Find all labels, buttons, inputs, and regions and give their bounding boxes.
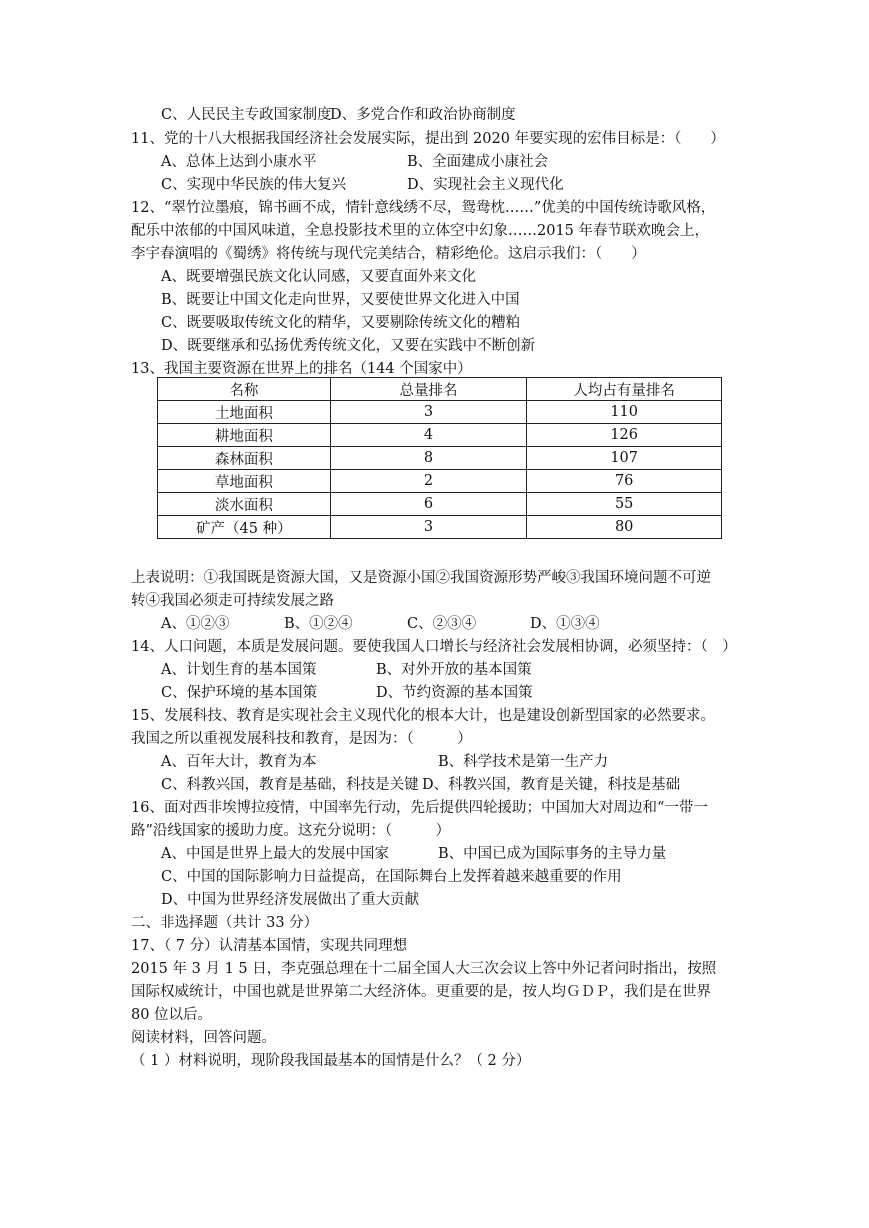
q12-stem-line3: 李宇春演唱的《蜀绣》将传统与现代完美结合，精彩绝伦。这启示我们：（ ）: [131, 246, 646, 262]
q11-option-b: B、全面建成小康社会: [407, 154, 549, 170]
q12-option-d: D、既要继承和弘扬优秀传统文化，又要在实践中不断创新: [161, 338, 536, 354]
table-row: [158, 493, 722, 516]
q12-option-c: C、既要吸取传统文化的精华，又要剔除传统文化的糟粕: [161, 315, 521, 331]
q13-option-d: D、①③④: [530, 616, 600, 632]
table-cell: 2: [330, 470, 527, 493]
q15-option-a: A、百年大计，教育为本: [161, 754, 317, 770]
table-row: [158, 401, 722, 424]
table-cell: 76: [527, 470, 722, 493]
table-cell: 矿产（45 种）: [158, 516, 331, 539]
q13-option-c: C、②③④: [407, 616, 477, 632]
q10-option-c: C、人民民主专政国家制度: [161, 107, 332, 123]
table-cell: 110: [527, 401, 722, 424]
table-row: [158, 516, 722, 539]
q17-stem: 17、（ 7 分）认清基本国情，实现共同理想: [131, 938, 408, 954]
q17-instruction: 阅读材料，回答问题。: [131, 1030, 276, 1046]
q11-option-c: C、实现中华民族的伟大复兴: [161, 177, 347, 193]
q15-option-c: C、科教兴国，教育是基础，科技是关键: [161, 777, 419, 793]
q16-option-c: C、中国的国际影响力日益提高，在国际舞台上发挥着越来越重要的作用: [161, 869, 622, 885]
table-cell: 草地面积: [158, 470, 331, 493]
table-cell: 耕地面积: [158, 424, 331, 447]
section-heading: 二、非选择题（共计 33 分）: [131, 915, 319, 931]
q11-option-d: D、实现社会主义现代化: [407, 177, 564, 193]
q17-material-line2: 国际权威统计，中国也就是世界第二大经济体。更重要的是，按人均ＧＤＰ，我们是在世界: [131, 984, 711, 1000]
q15-stem-line2: 我国之所以重视发展科技和教育，是因为：（ ）: [131, 731, 472, 747]
q15-option-b: B、科学技术是第一生产力: [438, 754, 609, 770]
q12-option-a: A、既要增强民族文化认同感，又要直面外来文化: [161, 269, 476, 285]
q15-stem-line1: 15、发展科技、教育是实现社会主义现代化的根本大计，也是建设创新型国家的必然要求。: [131, 708, 715, 724]
q15-option-d: D、科教兴国，教育是关键，科技是基础: [422, 777, 681, 793]
q14-stem: 14、人口问题，本质是发展问题。要使我国人口增长与经济社会发展相协调，必须坚持：（ ）: [131, 639, 737, 655]
q12-stem-line2: 配乐中浓郁的中国风味道，全息投影技术里的立体空中幻象……2015 年春节联欢晚会上，: [131, 223, 710, 239]
table-row: [158, 424, 722, 447]
q13-explain-line1: 上表说明：①我国既是资源大国，又是资源小国②我国资源形势严峻③我国环境问题不可逆: [131, 570, 711, 586]
q17-subquestion-1: （ 1 ）材料说明，现阶段我国最基本的国情是什么？（ 2 分）: [131, 1053, 531, 1069]
q17-material-line1: 2015 年 3 月 1 5 日，李克强总理在十二届全国人大三次会议上答中外记者问时指出，按照: [131, 961, 717, 977]
table-cell: 55: [527, 493, 722, 516]
q16-option-d: D、中国为世界经济发展做出了重大贡献: [161, 892, 420, 908]
table-cell: 80: [527, 516, 722, 539]
table-cell: 3: [330, 516, 527, 539]
table-cell: 森林面积: [158, 447, 331, 470]
header-name: 名称: [158, 378, 331, 401]
table-cell: 3: [330, 401, 527, 424]
q13-explain-line2: 转④我国必须走可持续发展之路: [131, 593, 334, 609]
q14-option-b: B、对外开放的基本国策: [376, 662, 532, 678]
q16-stem-line1: 16、面对西非埃博拉疫情，中国率先行动，先后提供四轮援助；中国加大对周边和“一带一: [131, 800, 708, 816]
q17-material-line3: 80 位以后。: [131, 1007, 213, 1023]
q14-option-c: C、保护环境的基本国策: [161, 685, 318, 701]
table-cell: 107: [527, 447, 722, 470]
q16-option-a: A、中国是世界上最大的发展中国家: [161, 846, 389, 862]
table-cell: 6: [330, 493, 527, 516]
q16-option-b: B、中国已成为国际事务的主导力量: [438, 846, 667, 862]
q13-option-a: A、①②③: [161, 616, 230, 632]
q10-option-d: D、多党合作和政治协商制度: [330, 107, 516, 123]
q14-option-a: A、计划生育的基本国策: [161, 662, 317, 678]
q14-option-d: D、节约资源的基本国策: [376, 685, 533, 701]
q12-option-b: B、既要让中国文化走向世界，又要使世界文化进入中国: [161, 292, 520, 308]
table-cell: 8: [330, 447, 527, 470]
q11-option-a: A、总体上达到小康水平: [161, 154, 317, 170]
q16-stem-line2: 路”沿线国家的援助力度。这充分说明：（ ）: [131, 823, 451, 839]
q13-option-b: B、①②④: [284, 616, 353, 632]
header-per-capita-rank: 人均占有量排名: [527, 378, 722, 401]
q13-stem: 13、我国主要资源在世界上的排名（144 个国家中）: [131, 361, 472, 377]
table-cell: 土地面积: [158, 401, 331, 424]
table-row: [158, 470, 722, 493]
q11-stem: 11、党的十八大根据我国经济社会发展实际，提出到 2020 年要实现的宏伟目标是：（ ）: [131, 131, 725, 147]
table-row: [158, 447, 722, 470]
header-total-rank: 总量排名: [330, 378, 527, 401]
q12-stem-line1: 12、“翠竹泣墨痕，锦书画不成，情针意线绣不尽，鸳鸯枕……”优美的中国传统诗歌风格，: [131, 200, 716, 216]
table-cell: 126: [527, 424, 722, 447]
table-header-row: [158, 378, 722, 401]
resource-ranking-table: [157, 377, 722, 539]
table-cell: 淡水面积: [158, 493, 331, 516]
table-cell: 4: [330, 424, 527, 447]
